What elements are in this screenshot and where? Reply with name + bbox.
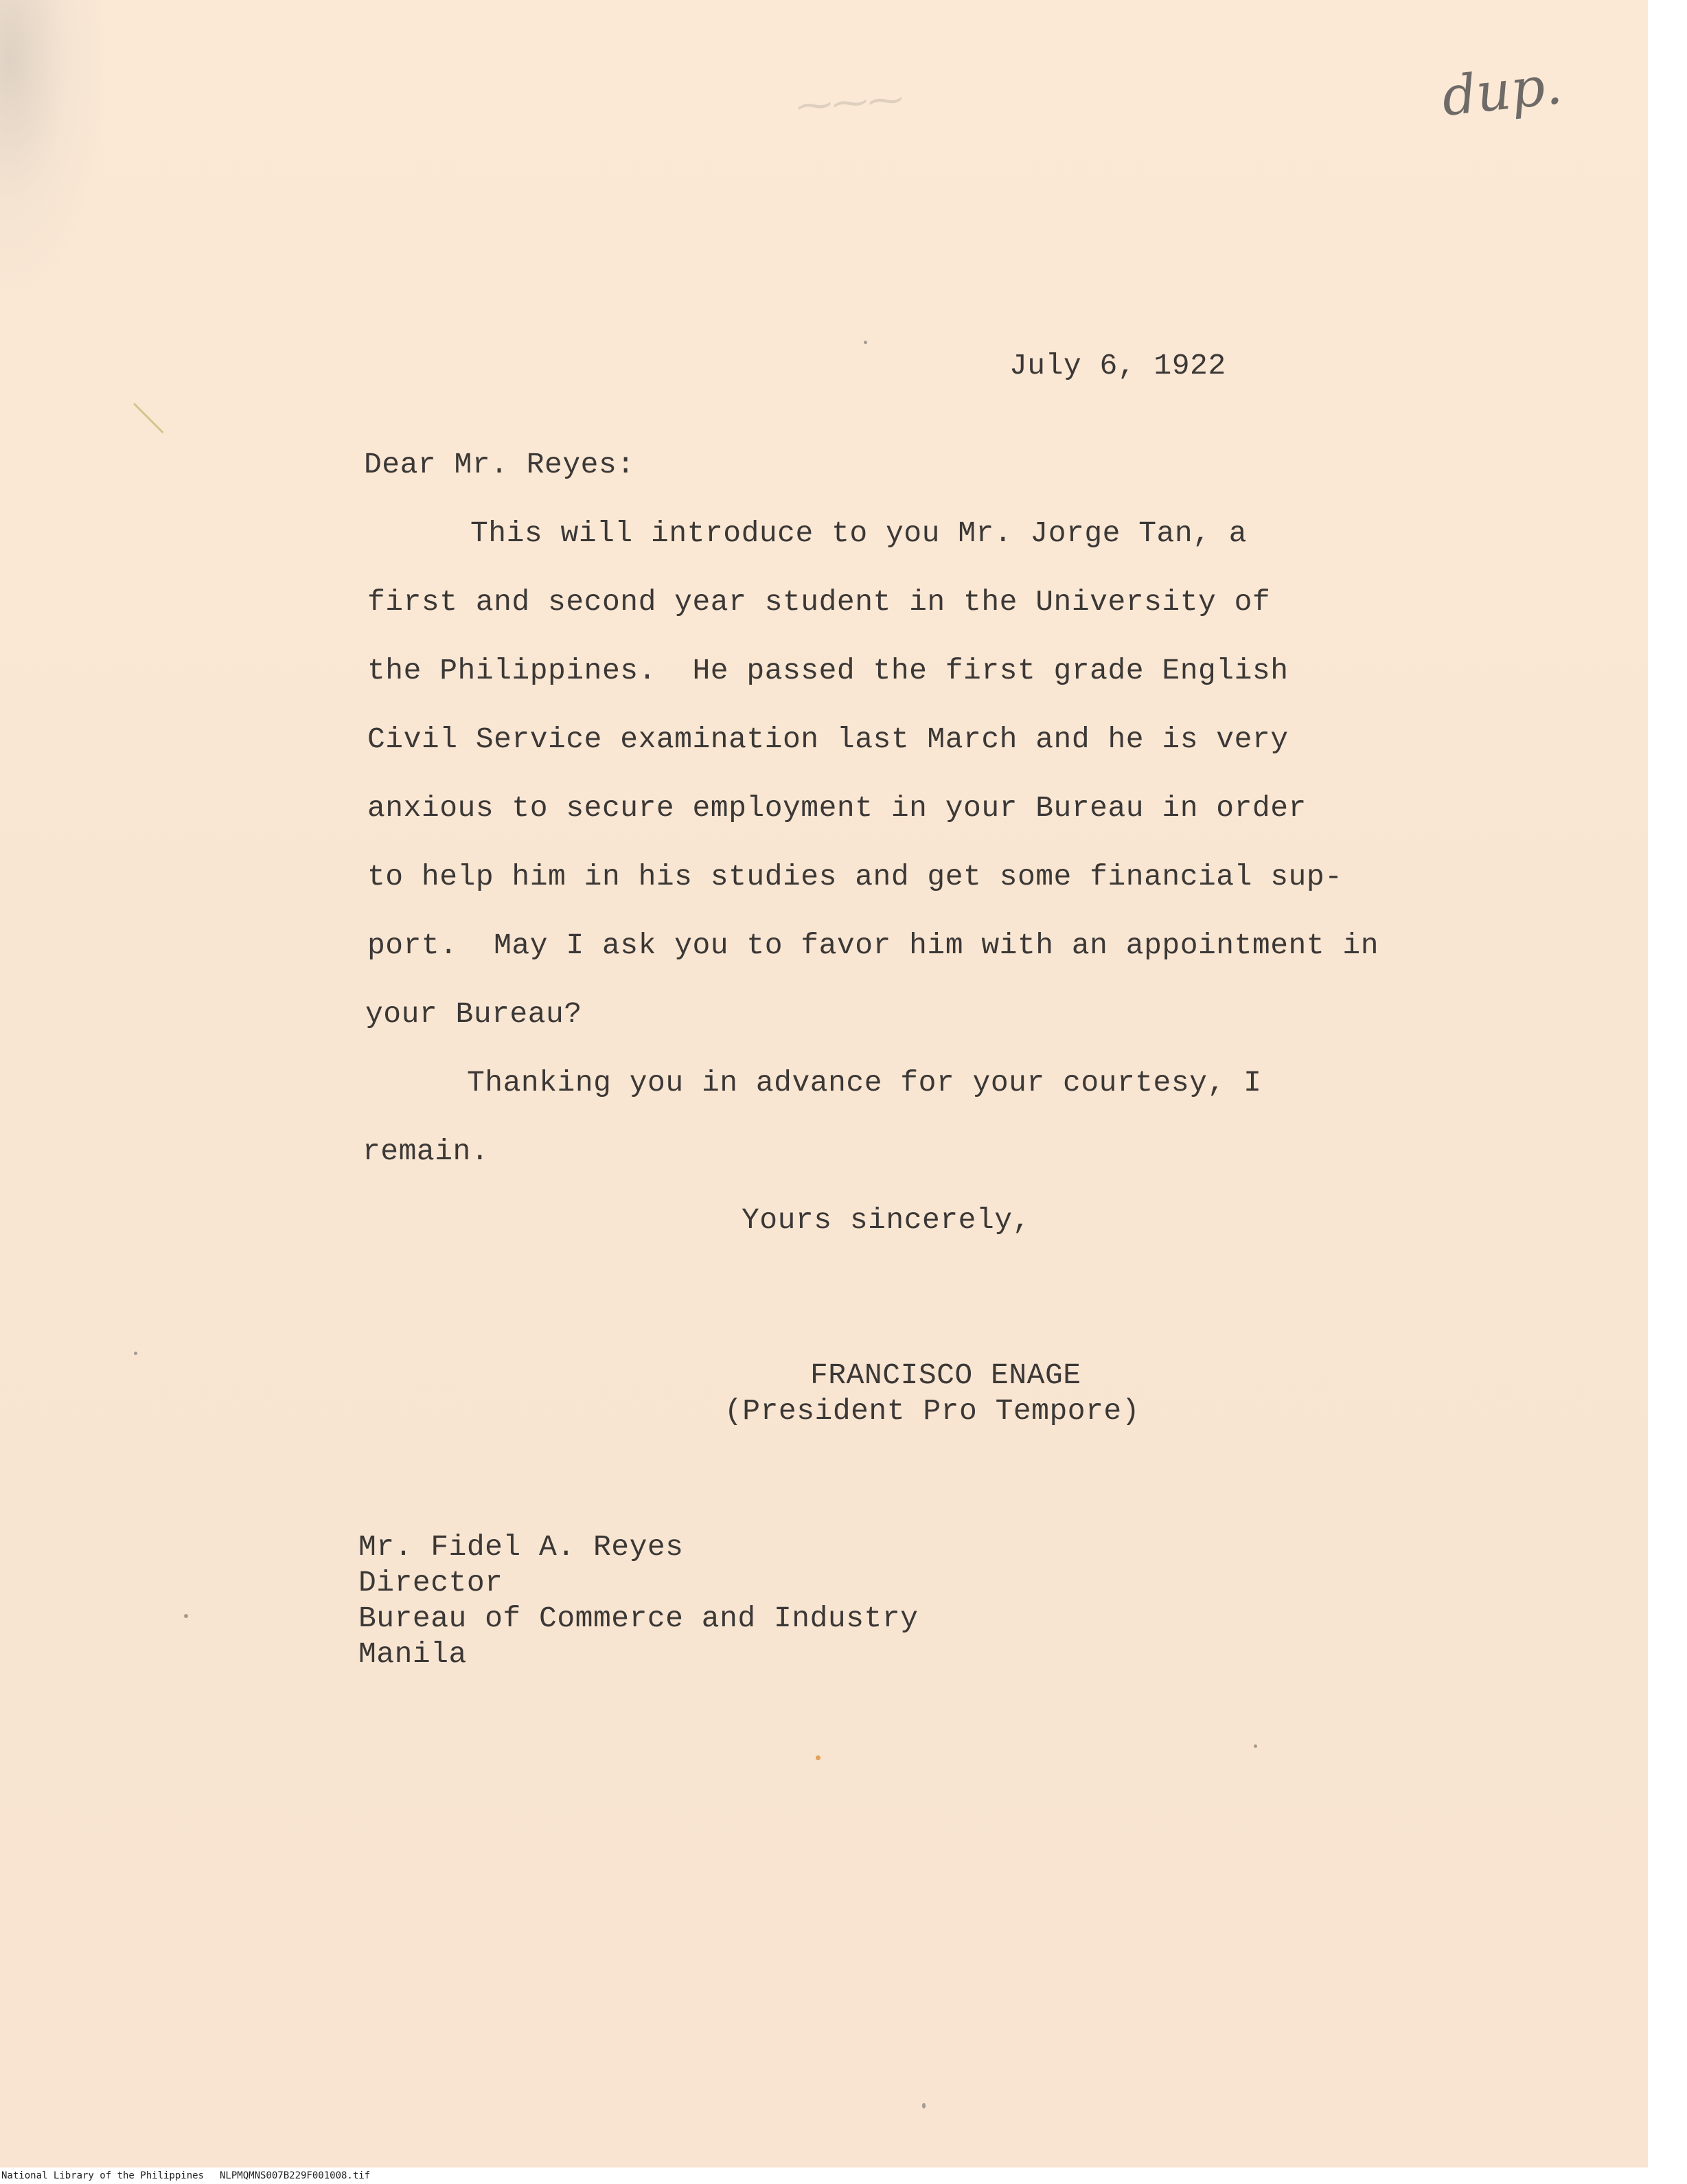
body-line: port. May I ask you to favor him with an appointment in	[367, 929, 1379, 962]
letter-date: July 6, 1922	[1009, 349, 1226, 383]
complimentary-close: Yours sincerely,	[742, 1203, 1031, 1237]
handwritten-note: dup.	[1438, 54, 1565, 128]
signer-title: (President Pro Tempore)	[724, 1394, 1140, 1428]
footer-source: National Library of the Philippines	[1, 2170, 205, 2181]
paper-speck	[816, 1755, 820, 1760]
paper-speck	[1254, 1744, 1257, 1748]
body-line: to help him in his studies and get some financial sup-	[367, 860, 1343, 894]
body-line: This will introduce to you Mr. Jorge Tan, a	[470, 516, 1248, 550]
recipient-line: Director	[358, 1566, 503, 1600]
recipient-line: Bureau of Commerce and Industry	[358, 1602, 919, 1635]
scan-margin	[1648, 0, 1687, 2168]
margin-tick-mark	[133, 402, 164, 433]
salutation: Dear Mr. Reyes:	[364, 448, 635, 481]
paper-speck	[922, 2103, 926, 2108]
paper-speck	[134, 1352, 137, 1355]
paper-speck	[184, 1614, 188, 1618]
recipient-line: Manila	[358, 1637, 467, 1671]
signer-name: FRANCISCO ENAGE	[810, 1358, 1081, 1392]
body-line: your Bureau?	[365, 997, 582, 1031]
paper-discoloration	[0, 0, 103, 288]
paper-speck	[864, 341, 867, 344]
body-line: anxious to secure employment in your Bureau in order	[367, 791, 1307, 825]
recipient-line: Mr. Fidel A. Reyes	[358, 1530, 684, 1564]
closing-line: Thanking you in advance for your courtesy, I	[467, 1066, 1262, 1100]
footer-file-id: NLPMQMNS007B229F001008.tif	[220, 2170, 371, 2181]
closing-line: remain.	[363, 1135, 490, 1168]
body-line: the Philippines. He passed the first grade English	[367, 654, 1289, 687]
body-line: Civil Service examination last March and he is very	[367, 723, 1289, 756]
body-line: first and second year student in the University of	[367, 585, 1271, 619]
faint-pencil-mark: ⁓⁓⁓	[795, 78, 905, 128]
